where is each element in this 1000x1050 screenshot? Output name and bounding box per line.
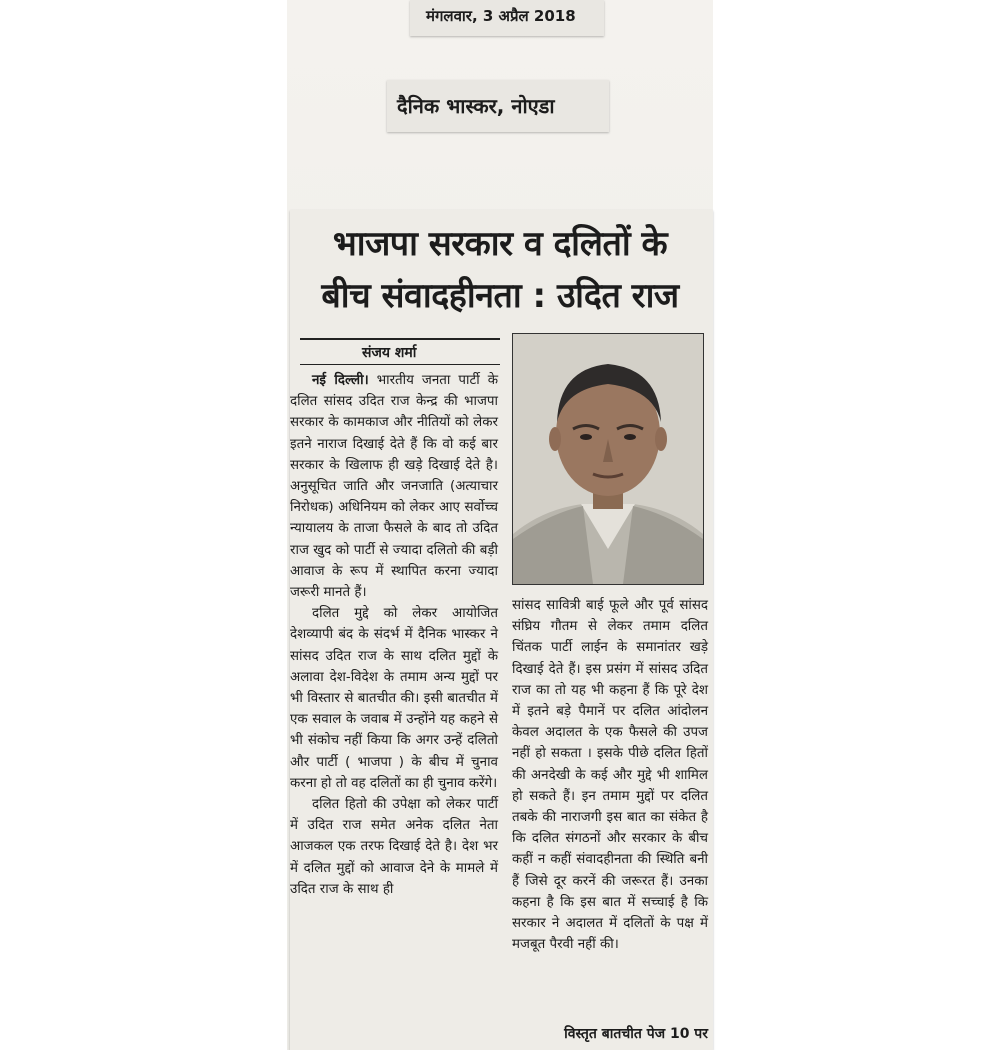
headline-line-1: भाजपा सरकार व दलितों के [332,224,668,264]
article-paragraph [290,370,498,603]
portrait-illustration [513,334,703,584]
byline-rule-bottom [300,364,500,365]
headline-line-2: बीच संवादहीनता : उदित राज [321,276,679,316]
continued-on-page: विस्तृत बातचीत पेज 10 पर [564,1026,708,1042]
article-paragraph: दलित हितो की उपेक्षा को लेकर पार्टी में उदित राज समेत अनेक दलित नेता आजकल एक तरफ दिखाई देते है। देश भर में दलित मुद्दों को आवाज देने के मामले में उदित राज के साथ ही [290,797,498,897]
byline: संजय शर्मा [362,345,417,361]
publication-date: मंगलवार, 3 अप्रैल 2018 [426,7,576,25]
article-left-column [290,370,498,900]
paragraph-text: भारतीय जनता पार्टी के दलित सांसद उदित राज केन्द्र की भाजपा सरकार के कामकाज और नीतियों को लेकर इतने नाराज दिखाई देते हैं कि वो कई बार सरकार के खिलाफ ही खड़े दिखाई देते है। अनुसूचित जाति और जनजाति (अत्याचार निरोधक) अधिनियम को लेकर आए सर्वोच्च न्यायालय के ताजा फैसले के बाद तो उदित राज खुद को पार्टी से ज्यादा दलितो की बड़ी आवाज के रूप में स्थापित करना ज्यादा जरूरी मानते हैं। [290,373,498,601]
byline-rule-top [300,338,500,340]
portrait-photo [512,333,704,585]
article-right-column [512,595,708,955]
article-paragraph: सांसद सावित्री बाई फूले और पूर्व सांसद संघ्रिय गौतम से लेकर तमाम दलित चिंतक पार्टी लाईन के समानांतर खड़े दिखाई देते हैं। इस प्रसंग में सांसद उदित राज का तो यह भी कहना हैं कि पूरे देश में इतने बड़े पैमानें पर दलित आंदोलन केवल अदालत के एक फैसले की उपज नहीं हो सकता । इसके पीछे दलित हितों की अनदेखी के कई और मुद्दे भी शामिल हो सकते हैं। इन तमाम मुद्दों पर दलित तबके की नाराजगी इस बात का संकेत है कि दलित संगठनों और सरकार के बीच कहीं न कहीं संवादहीनता की स्थिति बनी हैं जिसे दूर करनें की जरूरत हैं। उनका कहना है कि इस बात में सच्चाई है कि सरकार ने अदालत में दलितों के पक्ष में मजबूत पैरवी नहीं की। [512,598,708,953]
dateline: नई दिल्ली। [312,373,369,388]
article-paragraph: दलित मुद्दे को लेकर आयोजित देशव्यापी बंद के संदर्भ में दैनिक भास्कर ने सांसद उदित राज के साथ दलित मुद्दों के अलावा देश-विदेश के तमाम अन्य मुद्दों पर भी विस्तार से बातचीत की। इसी बातचीत में एक सवाल के जवाब में उन्होंने यह कहने से भी संकोच नहीं किया कि अगर उन्हें दलितो और पार्टी ( भाजपा ) के बीच में चुनाव करना हो तो वह दलितों का ही चुनाव करेंगे। [290,606,498,791]
newspaper-name: दैनिक भास्कर, नोएडा [397,94,555,118]
